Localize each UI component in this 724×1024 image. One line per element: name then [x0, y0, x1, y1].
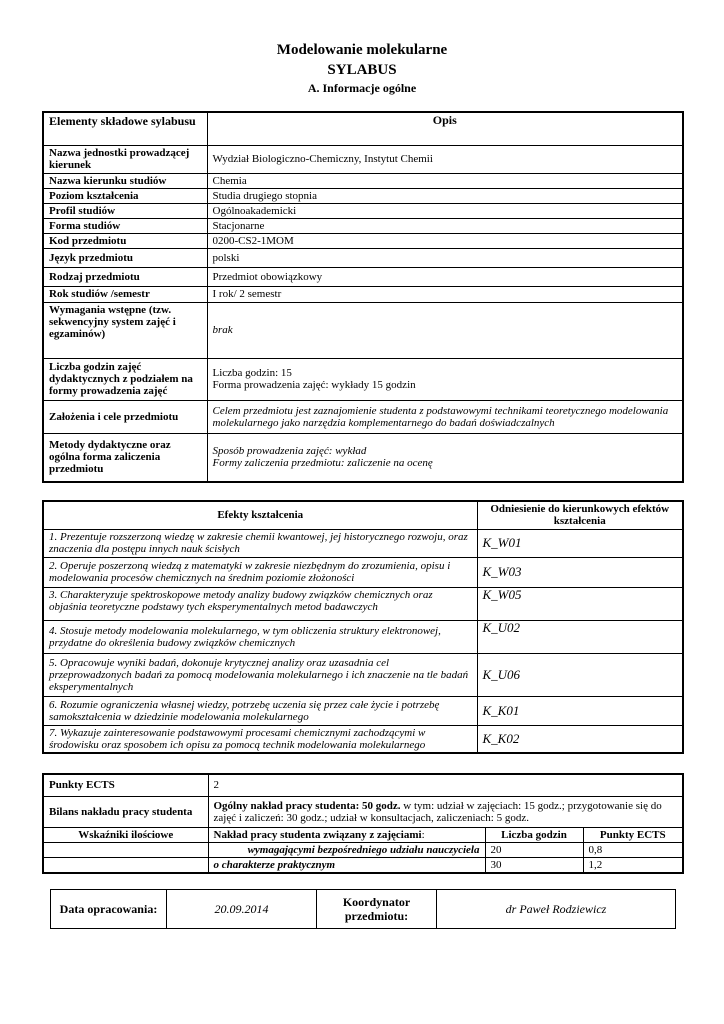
- info-value: [207, 433, 683, 482]
- indicator-row-points: 1,2: [583, 857, 683, 873]
- indicators-empty-cell: [43, 842, 208, 857]
- info-value: Wydział Biologiczno-Chemiczny, Instytut Chemii: [207, 145, 683, 173]
- balance-value: [208, 796, 683, 827]
- indicator-row-hours: 20: [485, 842, 583, 857]
- info-value: I rok/ 2 semestr: [207, 286, 683, 302]
- ects-value: 2: [208, 774, 683, 796]
- document-subtitle: SYLABUS: [327, 62, 397, 78]
- info-value: Przedmiot obowiązkowy: [207, 267, 683, 286]
- effect-text: 1. Prezentuje rozszerzoną wiedzę w zakresie chemii kwantowej, jej historycznego rozwoju, oraz znaczenia dla postępu innych nauk ścisłych: [43, 529, 477, 557]
- info-header-description: Opis: [207, 112, 683, 145]
- effect-code: K_W05: [477, 587, 683, 620]
- document-title: Modelowanie molekularne: [276, 42, 448, 58]
- info-value: 0200-CS2-1MOM: [207, 233, 683, 248]
- ects-label: Punkty ECTS: [43, 774, 208, 796]
- effect-text: 6. Rozumie ograniczenia własnej wiedzy, potrzebę uczenia się przez całe życie i potrzebę samokształcenia w dziedzinie modelowania molekularnego: [43, 696, 477, 725]
- info-value: polski: [207, 248, 683, 267]
- date-value: 20.09.2014: [167, 890, 317, 929]
- info-label: Profil studiów: [43, 203, 207, 218]
- effect-code: K_U06: [477, 653, 683, 696]
- effect-code: K_K02: [477, 725, 683, 753]
- info-label: Wymagania wstępne (tzw. sekwencyjny system zajęć i egzaminów): [43, 302, 207, 358]
- indicators-header-text: Nakład pracy studenta związany z zajęciami: [213, 828, 422, 841]
- indicators-header: [208, 827, 485, 842]
- info-value-line: Sposób prowadzenia zajęć: wykład: [212, 445, 367, 458]
- coordinator-label: Koordynator przedmiotu:: [317, 890, 437, 929]
- indicator-row-points: 0,8: [583, 842, 683, 857]
- effect-text: 2. Operuje poszerzoną wiedzą z matematyki w zakresie niezbędnym do zrozumienia, opisu i modelowania procesów chemicznych na średnim poziomie złożoności: [43, 557, 477, 587]
- effects-reference-header: Odniesienie do kierunkowych efektów kształcenia: [477, 501, 683, 529]
- effect-code: K_K01: [477, 696, 683, 725]
- info-value-line: Forma prowadzenia zajęć: wykłady 15 godzin: [212, 379, 416, 391]
- indicators-label: Wskaźniki ilościowe: [43, 827, 208, 842]
- info-header-elements: Elementy składowe sylabusu: [43, 112, 207, 145]
- info-value: brak: [207, 302, 683, 358]
- indicators-header-colon: :: [421, 828, 425, 841]
- indicator-row-label: o charakterze praktycznym: [208, 857, 485, 873]
- info-label: Język przedmiotu: [43, 248, 207, 267]
- info-label: Metody dydaktyczne oraz ogólna forma zaliczenia przedmiotu: [43, 433, 207, 482]
- points-header: Punkty ECTS: [583, 827, 683, 842]
- info-value: Ogólnoakademicki: [207, 203, 683, 218]
- ects-table: [42, 773, 684, 874]
- indicator-row-label: wymagającymi bezpośredniego udziału nauczyciela: [208, 842, 485, 857]
- info-value: Studia drugiego stopnia: [207, 188, 683, 203]
- indicators-empty-cell: [43, 857, 208, 873]
- effect-code: K_W03: [477, 557, 683, 587]
- effect-code: K_W01: [477, 529, 683, 557]
- balance-label: Bilans nakładu pracy studenta: [43, 796, 208, 827]
- hours-header: Liczba godzin: [485, 827, 583, 842]
- info-label: Nazwa kierunku studiów: [43, 173, 207, 188]
- info-label: Założenia i cele przedmiotu: [43, 400, 207, 433]
- info-value: Stacjonarne: [207, 218, 683, 233]
- effect-text: 3. Charakteryzuje spektroskopowe metody analizy budowy związków chemicznych oraz objaśnia teoretyczne podstawy tych eksperymentalnych metod badawczych: [43, 587, 477, 620]
- section-heading: A. Informacje ogólne: [307, 81, 417, 95]
- info-label: Poziom kształcenia: [43, 188, 207, 203]
- info-label: Nazwa jednostki prowadzącej kierunek: [43, 145, 207, 173]
- effect-text: 7. Wykazuje zainteresowanie podstawowymi procesami chemicznymi zachodzącymi w środowisku oraz sposobem ich opisu za pomocą technik modelowania molekularnego: [43, 725, 477, 753]
- info-table: [42, 111, 684, 483]
- info-value-line: Liczba godzin: 15: [212, 367, 292, 379]
- coordinator-value: dr Paweł Rodziewicz: [437, 890, 676, 929]
- effects-header: Efekty kształcenia: [43, 501, 477, 529]
- info-value: [207, 358, 683, 400]
- info-label: Liczba godzin zajęć dydaktycznych z podziałem na formy prowadzenia zajęć: [43, 358, 207, 400]
- balance-total: Ogólny nakład pracy studenta: 50 godz.: [213, 799, 401, 812]
- effect-text: 4. Stosuje metody modelowania molekularnego, w tym obliczenia struktury elektronowej, przydatne do określenia budowy związków chemicznych: [43, 620, 477, 653]
- effects-table: [42, 500, 684, 754]
- balance-details: w tym: udział w zajęciach: 15 godz.; przygotowanie się do zajęć i zaliczeń: 30 godz.; udział w konsultacjach, zaliczeniach: 5 godz.: [213, 799, 662, 824]
- info-value-line: Formy zaliczenia przedmiotu: zaliczenie na ocenę: [212, 457, 433, 470]
- date-label: Data opracowania:: [51, 890, 167, 929]
- info-value: Celem przedmiotu jest zaznajomienie studenta z podstawowymi technikami teoretycznego modelowania molekularnego jako narzędzia komplementarnego do badań doświadczalnych: [207, 400, 683, 433]
- info-label: Rok studiów /semestr: [43, 286, 207, 302]
- info-label: Forma studiów: [43, 218, 207, 233]
- effect-code: K_U02: [477, 620, 683, 653]
- footer-table: [50, 889, 676, 929]
- info-label: Rodzaj przedmiotu: [43, 267, 207, 286]
- effect-text: 5. Opracowuje wyniki badań, dokonuje krytycznej analizy oraz uzasadnia cel przeprowadzonych badań za pomocą modelowania molekularnego i ich znaczenie na tle badań eksperymentalnych: [43, 653, 477, 696]
- info-value: Chemia: [207, 173, 683, 188]
- indicator-row-hours: 30: [485, 857, 583, 873]
- info-label: Kod przedmiotu: [43, 233, 207, 248]
